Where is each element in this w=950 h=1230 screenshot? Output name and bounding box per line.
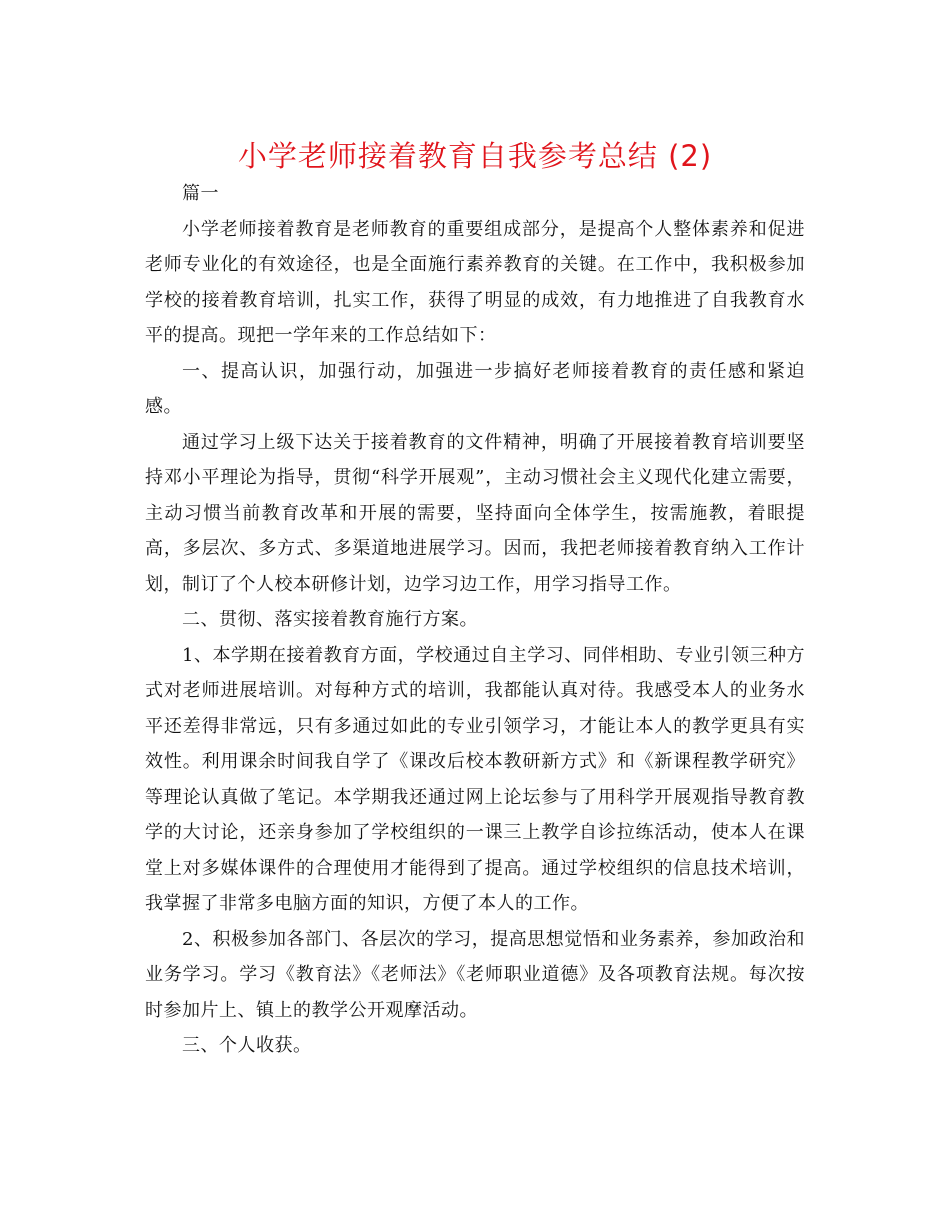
paragraph: 一、提高认识，加强行动，加强进一步搞好老师接着教育的责任感和紧迫感。	[145, 360, 805, 417]
section-heading: 篇一	[182, 183, 219, 204]
paragraph: 2、积极参加各部门、各层次的学习，提高思想觉悟和业务素养，参加政治和业务学习。学习《教育法》《老师法》《老师职业道德》及各项教育法规。每次按时参加片上、镇上的教学公开观摩活动。	[145, 928, 805, 1021]
paragraph: 二、贯彻、落实接着教育施行方案。	[182, 609, 478, 630]
document-body	[145, 176, 805, 1064]
paragraph: 通过学习上级下达关于接着教育的文件精神，明确了开展接着教育培训要坚持邓小平理论为指导，贯彻“科学开展观”，主动习惯社会主义现代化建立需要，主动习惯当前教育改革和开展的需要，坚持面向全体学生，按需施教，着眼提高，多层次、多方式、多渠道地进展学习。因而，我把老师接着教育纳入工作计划，制订了个人校本研修计划，边学习边工作，用学习指导工作。	[145, 431, 805, 595]
document-title: 小学老师接着教育自我参考总结 (2)	[237, 139, 713, 173]
paragraph: 小学老师接着教育是老师教育的重要组成部分，是提高个人整体素养和促进老师专业化的有效途径，也是全面施行素养教育的关键。在工作中，我积极参加学校的接着教育培训，扎实工作，获得了明显的成效，有力地推进了自我教育水平的提高。现把一学年来的工作总结如下：	[145, 218, 805, 346]
paragraph: 三、个人收获。	[182, 1035, 312, 1056]
paragraph: 1、本学期在接着教育方面，学校通过自主学习、同伴相助、专业引领三种方式对老师进展培训。对每种方式的培训，我都能认真对待。我感受本人的业务水平还差得非常远，只有多通过如此的专业引领学习，才能让本人的教学更具有实效性。利用课余时间我自学了《课改后校本教研新方式》和《新课程教学研究》等理论认真做了笔记。本学期我还通过网上论坛参与了用科学开展观指导教育教学的大讨论，还亲身参加了学校组织的一课三上教学自诊拉练活动，使本人在课堂上对多媒体课件的合理使用才能得到了提高。通过学校组织的信息技术培训，我掌握了非常多电脑方面的知识，方便了本人的工作。	[145, 644, 805, 914]
